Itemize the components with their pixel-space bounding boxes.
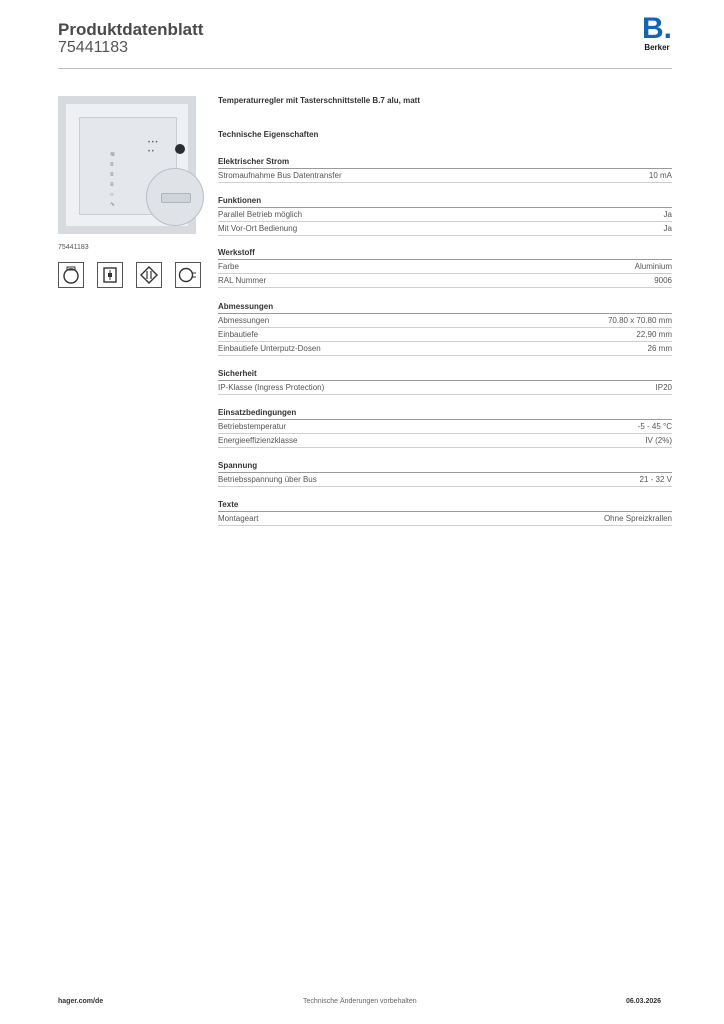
spec-label: Einbautiefe Unterputz-Dosen bbox=[218, 344, 321, 353]
spec-label: Mit Vor-Ort Bedienung bbox=[218, 224, 298, 233]
spec-value: 9006 bbox=[654, 276, 672, 285]
spec-label: Abmessungen bbox=[218, 316, 270, 325]
spec-row bbox=[218, 342, 672, 356]
footer-disclaimer: Technische Änderungen vorbehalten bbox=[303, 998, 417, 1005]
spec-group bbox=[218, 195, 672, 236]
spec-value: 70.80 x 70.80 mm bbox=[607, 316, 672, 325]
spec-row bbox=[218, 328, 672, 342]
spec-value: Aluminium bbox=[634, 262, 672, 271]
spec-group-title: Texte bbox=[218, 499, 672, 512]
spec-group-title: Spannung bbox=[218, 460, 672, 473]
spec-row bbox=[218, 260, 672, 274]
spec-row bbox=[218, 274, 672, 288]
spec-label: Einbautiefe bbox=[218, 330, 259, 339]
spec-row bbox=[218, 420, 672, 434]
spec-row bbox=[218, 512, 672, 526]
spec-label: Betriebstemperatur bbox=[218, 422, 287, 431]
spec-value: IV (2%) bbox=[645, 436, 672, 445]
spec-group bbox=[218, 247, 672, 288]
spec-group bbox=[218, 156, 672, 183]
spec-row bbox=[218, 473, 672, 487]
logo-letter: B. bbox=[642, 12, 672, 45]
spec-row bbox=[218, 222, 672, 236]
logo-text: Berker bbox=[644, 43, 670, 52]
spec-row bbox=[218, 434, 672, 448]
spec-label: Parallel Betrieb möglich bbox=[218, 210, 303, 219]
spec-value: Ja bbox=[663, 210, 672, 219]
header-divider bbox=[58, 68, 672, 69]
spec-group bbox=[218, 301, 672, 356]
spec-value: -5 - 45 °C bbox=[637, 422, 672, 431]
spec-value: 21 - 32 V bbox=[639, 475, 672, 484]
spec-value: 26 mm bbox=[647, 344, 672, 353]
photo-caption: 75441183 bbox=[58, 244, 89, 251]
spec-group bbox=[218, 407, 672, 448]
spec-group-title: Sicherheit bbox=[218, 368, 672, 381]
sensor-lens bbox=[175, 144, 185, 154]
product-frame bbox=[66, 104, 188, 226]
spec-row bbox=[218, 208, 672, 222]
footer-website: hager.com/de bbox=[58, 998, 104, 1005]
header-title: Produktdatenblatt bbox=[58, 20, 204, 39]
mode-icons: ≋ ≡ ≡ ≡ ○ ∿ bbox=[110, 152, 116, 208]
knx-bus-icon bbox=[136, 262, 162, 288]
spec-label: Energieeffizienzklasse bbox=[218, 436, 298, 445]
spec-group bbox=[218, 460, 672, 487]
spec-group-title: Funktionen bbox=[218, 195, 672, 208]
spec-label: IP-Klasse (Ingress Protection) bbox=[218, 383, 325, 392]
product-plate bbox=[79, 117, 177, 215]
spec-group-title: Elektrischer Strom bbox=[218, 156, 672, 169]
thermostat-dial-icon bbox=[58, 262, 84, 288]
section-title: Technische Eigenschaften bbox=[218, 130, 319, 139]
temperature-sensor-icon bbox=[175, 262, 201, 288]
berker-logo bbox=[640, 12, 674, 52]
spec-group-title: Werkstoff bbox=[218, 247, 672, 260]
spec-label: RAL Nummer bbox=[218, 276, 267, 285]
spec-value: 10 mA bbox=[648, 171, 672, 180]
spec-group bbox=[218, 499, 672, 526]
spec-group bbox=[218, 368, 672, 395]
spec-label: Montageart bbox=[218, 514, 259, 523]
spec-value: Ohne Spreizkrallen bbox=[603, 514, 672, 523]
footer-date: 06.03.2026 bbox=[626, 998, 662, 1005]
led-row: • • bbox=[148, 149, 154, 155]
spec-value: 22,90 mm bbox=[636, 330, 672, 339]
spec-label: Betriebsspannung über Bus bbox=[218, 475, 317, 484]
product-photo bbox=[58, 96, 196, 234]
spec-row bbox=[218, 314, 672, 328]
header-article-number: 75441183 bbox=[58, 39, 128, 56]
spec-value: Ja bbox=[663, 224, 672, 233]
spec-value: IP20 bbox=[655, 383, 672, 392]
control-dial bbox=[146, 168, 204, 226]
spec-row bbox=[218, 169, 672, 183]
spec-row bbox=[218, 381, 672, 395]
spec-label: Farbe bbox=[218, 262, 239, 271]
flush-box-icon bbox=[97, 262, 123, 288]
spec-group-title: Einsatzbedingungen bbox=[218, 407, 672, 420]
spec-label: Stromaufnahme Bus Datentransfer bbox=[218, 171, 342, 180]
dial-handle bbox=[161, 193, 191, 203]
led-row: • • • bbox=[148, 140, 158, 146]
product-name: Temperaturregler mit Tasterschnittstelle B.7 alu, matt bbox=[218, 96, 420, 105]
spec-group-title: Abmessungen bbox=[218, 301, 672, 314]
